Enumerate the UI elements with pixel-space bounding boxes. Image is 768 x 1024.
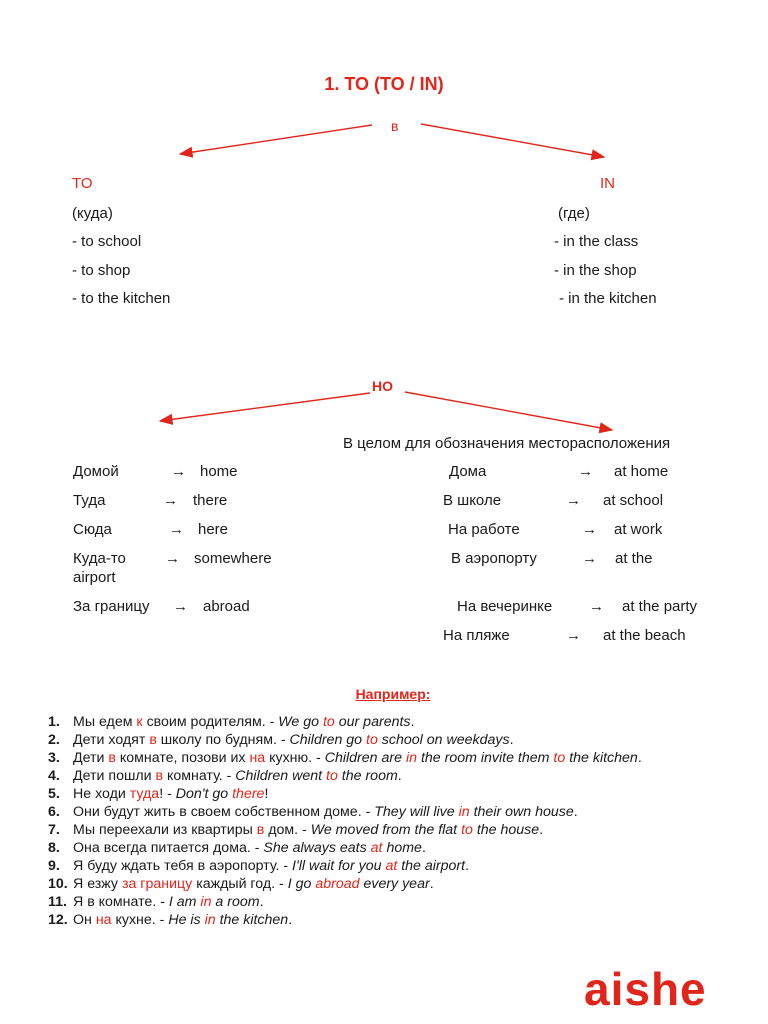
left-row-ru: Туда bbox=[73, 492, 106, 509]
example-number: 5. bbox=[48, 786, 60, 802]
example-text: the airport bbox=[397, 858, 466, 874]
arrow-symbol: → bbox=[566, 492, 581, 509]
example-text: to bbox=[326, 768, 338, 784]
example-text: школу по будням. - bbox=[156, 732, 290, 748]
example-text: They will live bbox=[374, 804, 459, 820]
example-text: . bbox=[288, 912, 293, 928]
example-text: at bbox=[370, 840, 383, 856]
example-text: Она всегда питается дома. - bbox=[73, 840, 264, 856]
example-text: there bbox=[232, 786, 265, 802]
arrow-symbol: → bbox=[171, 463, 186, 480]
example-text: home bbox=[382, 840, 422, 856]
right-row-en: at work bbox=[614, 521, 663, 538]
example-text: комнате, позови их bbox=[115, 750, 250, 766]
example-number: 6. bbox=[48, 804, 60, 820]
left-question: (куда) bbox=[72, 205, 113, 222]
example-text: комнату. - bbox=[163, 768, 236, 784]
example-text: Не ходи bbox=[73, 786, 130, 802]
right-item: - in the kitchen bbox=[559, 290, 657, 307]
arrow-left-top bbox=[180, 125, 372, 154]
example-text: . bbox=[259, 894, 264, 910]
example-number: 7. bbox=[48, 822, 60, 838]
right-heading: IN bbox=[600, 175, 615, 192]
examples-list bbox=[48, 713, 713, 929]
example-text: the house bbox=[472, 822, 540, 838]
right-row-en: at school bbox=[603, 492, 664, 509]
example-number: 2. bbox=[48, 732, 60, 748]
example-text: at bbox=[385, 858, 398, 874]
example-text: на bbox=[249, 750, 266, 766]
arrow-symbol: → bbox=[582, 521, 597, 538]
example-text: in bbox=[204, 912, 216, 928]
example-text: Дети пошли bbox=[73, 768, 156, 784]
example-text: Я в комнате. - bbox=[73, 894, 169, 910]
right-item: - in the shop bbox=[554, 262, 637, 279]
example-text: туда bbox=[129, 786, 160, 802]
example-number: 1. bbox=[48, 714, 60, 730]
example-text: в bbox=[155, 768, 164, 784]
example-number: 9. bbox=[48, 858, 60, 874]
example-text: the room bbox=[337, 768, 398, 784]
left-row-en: there bbox=[193, 492, 228, 509]
arrow-symbol: → bbox=[578, 463, 593, 480]
example-text: . bbox=[397, 768, 402, 784]
right-row-ru: В аэропорту bbox=[451, 550, 537, 567]
right-row-en: at the beach bbox=[603, 627, 686, 644]
example-item bbox=[48, 911, 713, 929]
example-text: ! - bbox=[159, 786, 176, 802]
example-text: Дети ходят bbox=[73, 732, 150, 748]
example-text: Children go bbox=[289, 732, 367, 748]
example-text: to bbox=[553, 750, 566, 766]
right-question: (где) bbox=[558, 205, 590, 222]
example-text: the kitchen bbox=[565, 750, 638, 766]
example-item bbox=[48, 803, 713, 821]
arrow-symbol: → bbox=[589, 598, 604, 615]
example-text: . bbox=[539, 822, 544, 838]
example-text: Они будут жить в своем собственном доме. - bbox=[73, 804, 375, 820]
example-text: Children are bbox=[324, 750, 406, 766]
example-text: Don't go bbox=[175, 786, 233, 802]
right-row-ru: Дома bbox=[449, 463, 487, 480]
example-text: Мы едем bbox=[73, 714, 137, 730]
example-text: каждый год. - bbox=[192, 876, 288, 892]
example-number: 11. bbox=[48, 894, 67, 910]
example-number: 10. bbox=[48, 876, 68, 892]
example-item bbox=[48, 875, 713, 893]
arrow-symbol: → bbox=[566, 627, 581, 644]
example-text: Мы переехали из квартиры bbox=[73, 822, 257, 838]
example-item bbox=[48, 857, 713, 875]
example-text: to bbox=[461, 822, 473, 838]
example-text: . bbox=[465, 858, 470, 874]
right-item: - in the class bbox=[554, 233, 639, 250]
example-text: дом. - bbox=[264, 822, 311, 838]
example-text: к bbox=[136, 714, 143, 730]
left-item: - to the kitchen bbox=[72, 290, 171, 307]
left-row-en: here bbox=[198, 521, 229, 538]
examples-heading: Например: bbox=[355, 686, 431, 702]
right-row-ru: На работе bbox=[448, 521, 520, 538]
example-text: She always eats bbox=[263, 840, 371, 856]
right-row-en: at the party bbox=[622, 598, 698, 615]
page-title: 1. TO (TO / IN) bbox=[324, 74, 444, 94]
left-row-ru: За границу bbox=[73, 598, 150, 615]
example-text: I'll wait for you bbox=[292, 858, 386, 874]
example-text: We go bbox=[278, 714, 323, 730]
but-label: НО bbox=[372, 378, 393, 394]
example-text: Я езжу bbox=[73, 876, 122, 892]
arrow-right-but bbox=[405, 392, 612, 430]
example-text: Children went bbox=[235, 768, 326, 784]
example-text: abroad bbox=[315, 876, 360, 892]
left-row-en: home bbox=[200, 463, 238, 480]
example-text: We moved from the flat bbox=[310, 822, 462, 838]
example-text: to bbox=[322, 714, 335, 730]
example-number: 12. bbox=[48, 912, 68, 928]
example-text: Он bbox=[73, 912, 96, 928]
example-item bbox=[48, 821, 713, 839]
example-text: our parents bbox=[334, 714, 411, 730]
left-row-ru: Домой bbox=[73, 463, 119, 480]
example-item bbox=[48, 749, 713, 767]
example-text: the room invite them bbox=[417, 750, 554, 766]
example-text: в bbox=[149, 732, 157, 748]
example-text: I go bbox=[287, 876, 316, 892]
example-text: кухне. - bbox=[111, 912, 169, 928]
example-text: на bbox=[95, 912, 112, 928]
example-text: the kitchen bbox=[215, 912, 289, 928]
example-text: своим родителям. - bbox=[142, 714, 279, 730]
example-text: ! bbox=[264, 786, 269, 802]
example-text: . bbox=[429, 876, 434, 892]
example-number: 4. bbox=[48, 768, 60, 784]
example-item bbox=[48, 893, 713, 911]
example-text: to bbox=[366, 732, 378, 748]
example-text: . bbox=[573, 804, 578, 820]
example-text: every year bbox=[359, 876, 430, 892]
example-item bbox=[48, 713, 713, 731]
left-item: - to school bbox=[72, 233, 142, 250]
example-number: 8. bbox=[48, 840, 60, 856]
arrow-symbol: → bbox=[582, 550, 597, 567]
left-heading: TO bbox=[72, 175, 93, 192]
example-text: кухню. - bbox=[265, 750, 325, 766]
left-row-wrap: airport bbox=[73, 569, 116, 586]
left-row-ru: Сюда bbox=[73, 521, 112, 538]
center-label: в bbox=[391, 118, 399, 134]
left-row-en: abroad bbox=[203, 598, 250, 615]
left-row-en: somewhere bbox=[194, 550, 272, 567]
arrow-symbol: → bbox=[165, 550, 180, 567]
example-text: . bbox=[637, 750, 642, 766]
arrow-symbol: → bbox=[173, 598, 188, 615]
left-row-ru: Куда-то bbox=[73, 550, 126, 567]
example-item bbox=[48, 839, 713, 857]
right-row-ru: В школе bbox=[443, 492, 502, 509]
example-text: in bbox=[405, 750, 417, 766]
example-text: He is bbox=[168, 912, 205, 928]
example-text: . bbox=[410, 714, 415, 730]
example-text: school on weekdays bbox=[377, 732, 510, 748]
right-row-en: at the bbox=[615, 550, 653, 567]
arrow-left-but bbox=[160, 393, 370, 421]
right-row-ru: На пляже bbox=[443, 627, 510, 644]
right-row-ru: На вечеринке bbox=[457, 598, 553, 615]
arrow-symbol: → bbox=[169, 521, 184, 538]
example-text: . bbox=[509, 732, 514, 748]
right-row-en: at home bbox=[614, 463, 669, 480]
brand-logo: aishe bbox=[584, 963, 707, 1015]
example-item bbox=[48, 731, 713, 749]
example-text: Дети bbox=[73, 750, 109, 766]
example-item bbox=[48, 767, 713, 785]
right-caption: В целом для обозначения месторасположения bbox=[343, 435, 671, 452]
example-item bbox=[48, 785, 713, 803]
example-text: in bbox=[458, 804, 470, 820]
example-text: Я буду ждать тебя в аэропорту. - bbox=[73, 858, 293, 874]
example-number: 3. bbox=[48, 750, 60, 766]
arrow-symbol: → bbox=[163, 492, 178, 509]
example-text: a room bbox=[211, 894, 260, 910]
example-text: в bbox=[108, 750, 116, 766]
example-text: в bbox=[256, 822, 265, 838]
example-text: their own house bbox=[469, 804, 574, 820]
diagram-arrows bbox=[0, 0, 768, 440]
example-text: in bbox=[200, 894, 212, 910]
example-text: за границу bbox=[121, 876, 193, 892]
example-text: . bbox=[421, 840, 426, 856]
arrow-right-top bbox=[421, 124, 604, 157]
example-text: I am bbox=[168, 894, 201, 910]
left-item: - to shop bbox=[72, 262, 131, 279]
